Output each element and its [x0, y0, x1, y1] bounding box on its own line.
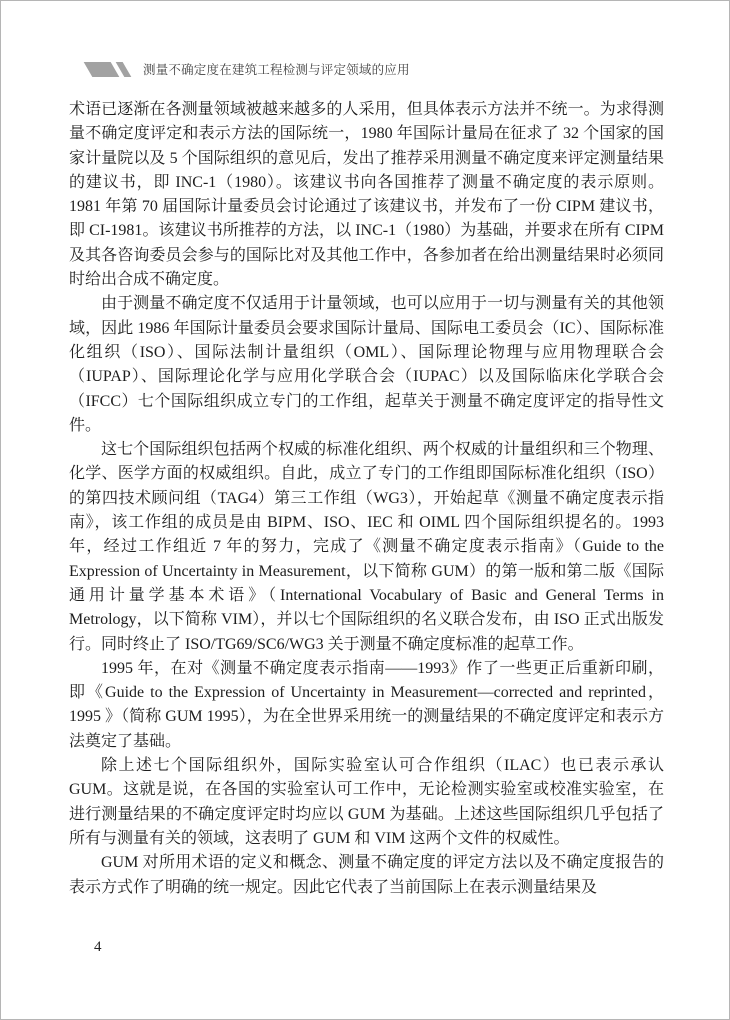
slash-bar-large: [84, 62, 120, 77]
page-number: 4: [94, 939, 102, 955]
body-paragraph-4: 1995 年，在对《测量不确定度表示指南——1993》作了一些更正后重新印刷，即《Guide to the Expression of Uncertainty in Measurement—corrected and reprinted，1995 》（简称 GUM 1995），为在全世界采用统一的测量结果的不确定度评定和表示方法奠定了基础。: [69, 659, 664, 750]
page-header: [88, 59, 410, 79]
body-paragraph-3: 这七个国际组织包括两个权威的标准化组织、两个权威的计量组织和三个物理、化学、医学方面的权威组织。自此，成立了专门的工作组即国际标准化组织（ISO）的第四技术顾问组（TAG4）第三工作组（WG3），开始起草《测量不确定度表示指南》，该工作组的成员是由 BIPM、ISO、IEC 和 OIML 四个国际组织提名的。1993 年，经过工作组近 7 年的努力，完成了《测量不确定度表示指南》（Guide to the Expression of Uncertainty in Measurement，以下简称 GUM）的第一版和第二版《国际通用计量学基本术语》（International Vocabulary of Basic and General Terms in Metrology，以下简称 VIM），并以七个国际组织的名义联合发布，由 ISO 正式出版发行。同时终止了 ISO/TG69/SC6/WG3 关于测量不确定度标准的起草工作。: [69, 441, 664, 653]
body-paragraph-6: GUM 对所用术语的定义和概念、测量不确定度的评定方法以及不确定度报告的表示方式作了明确的统一规定。因此它代表了当前国际上在表示测量结果及: [69, 854, 664, 896]
body-text: [69, 98, 664, 900]
body-paragraph-5: 除上述七个国际组织外，国际实验室认可合作组织（ILAC）也已表示承认 GUM。这就是说，在各国的实验室认可工作中，无论检测实验室或校准实验室，在进行测量结果的不确定度评定时均应以 GUM 为基础。上述这些国际组织几乎包括了所有与测量有关的领域，这表明了 GUM 和 VIM 这两个文件的权威性。: [69, 757, 664, 847]
body-paragraph-1: 术语已逐渐在各测量领域被越来越多的人采用，但具体表示方法并不统一。为求得测量不确定度评定和表示方法的国际统一，1980 年国际计量局在征求了 32 个国家的国家计量院以及 5 个国际组织的意见后，发出了推荐采用测量不确定度来评定测量结果的建议书，即 INC-1（1980）。该建议书向各国推荐了测量不确定度的表示原则。1981 年第 70 届国际计量委员会讨论通过了该建议书，并发布了一份 CIPM 建议书，即 CI-1981。该建议书所推荐的方法，以 INC-1（1980）为基础，并要求在所有 CIPM 及其各咨询委员会参与的国际比对及其他工作中，各参加者在给出测量结果时必须同时给出合成不确定度。: [69, 101, 664, 289]
running-header-title: 测量不确定度在建筑工程检测与评定领域的应用: [143, 63, 410, 77]
body-paragraph-2: 由于测量不确定度不仅适用于计量领域，也可以应用于一切与测量有关的其他领域，因此 1986 年国际计量委员会要求国际计量局、国际电工委员会（IC）、国际标准化组织（ISO）、国际法制计量组织（OML）、国际理论物理与应用物理联合会（IUPAP）、国际理论化学与应用化学联合会（IUPAC）以及国际临床化学联合会（IFCC）七个国际组织成立专门的工作组，起草关于测量不确定度评定的指导性文件。: [69, 295, 664, 434]
slash-marks-icon: [88, 61, 127, 77]
